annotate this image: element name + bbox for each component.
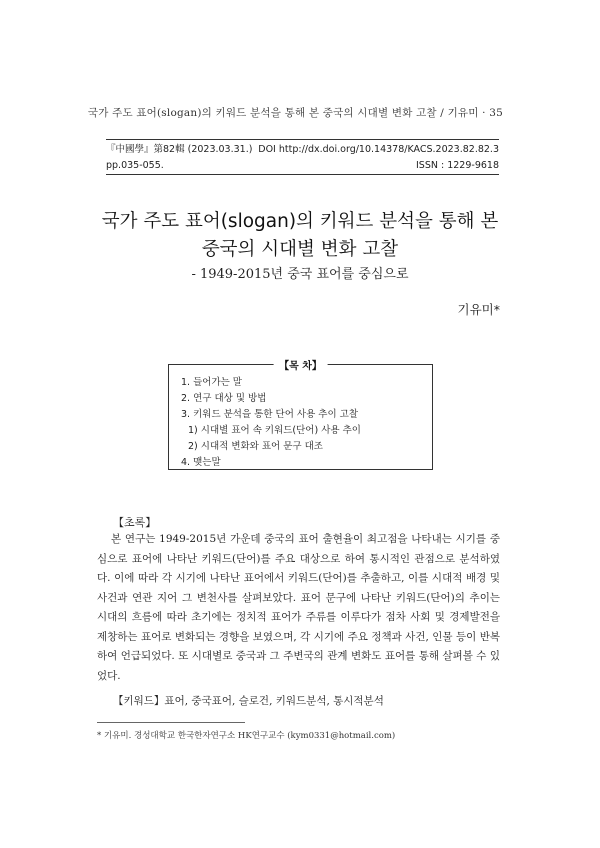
toc-subitem[interactable]: 1) 시대별 표어 속 키워드(단어) 사용 추이 [188,425,361,436]
paper-title: 국가 주도 표어(slogan)의 키워드 분석을 통해 본 [101,211,499,232]
keywords: 【키워드】표어, 중국표어, 슬로건, 키워드분석, 통시적분석 [113,695,384,707]
footnote-divider [97,722,245,723]
toc-item[interactable]: 4. 맺는말 [181,457,221,468]
publication-meta [106,139,499,175]
author-name: 기유미* [457,302,500,317]
abstract-body: 본 연구는 1949-2015년 가운데 중국의 표어 출현율이 최고점을 나타내는 시기를 중심으로 표어에 나타난 키워드(단어)를 주요 대상으로 하여 통시적인 관점으로 분석하였다. 이에 따라 각 시기에 나타난 표어에서 키워드(단어)를 추출하고, 이를 시대적 배경 및 사건과 연관 지어 그 변천사를 살펴보았다. 표어 문구에 나타난 키워드(단어)의 추이는 시대의 흐름에 따라 초기에는 정치적 표어가 주류를 이루다가 점차 사회 및 경제발전을 제창하는 표어로 변화되는 경향을 보였으며, 각 시기에 주요 정책과 사건, 인물 등이 반복하여 언급되었다. 또 시대별로 중국과 그 주변국의 관계 변화도 표어를 통해 살펴볼 수 있었다. [97,533,500,682]
author-footnote: * 기유미. 경성대학교 한국한자연구소 HK연구교수 (kym0331@hotmail.com) [97,731,396,741]
toc-subitem[interactable]: 2) 시대적 변화와 표어 문구 대조 [188,441,323,452]
toc-list [181,375,426,471]
page-range: pp.035-055. [106,160,164,171]
table-of-contents [168,361,433,470]
paper-subtitle: - 1949-2015년 중국 표어를 중심으로 [191,267,409,282]
meta-row [106,158,499,174]
paper-title-line2: 중국의 시대별 변화 고찰 [201,239,399,260]
abstract-label: 【초록】 [113,516,157,529]
toc-heading: 【목 차】 [273,357,328,372]
meta-row [106,142,499,158]
toc-item[interactable]: 2. 연구 대상 및 방법 [181,393,267,404]
toc-item[interactable]: 1. 들어가는 말 [181,377,242,388]
issn: ISSN : 1229-9618 [416,160,499,171]
running-head: 국가 주도 표어(slogan)의 키워드 분석을 통해 본 중국의 시대별 변화 고찰 / 기유미 · 35 [87,107,503,119]
doi-link[interactable]: DOI http://dx.doi.org/10.14378/KACS.2023.82.82.3 [258,144,499,155]
toc-item[interactable]: 3. 키워드 분석을 통한 단어 사용 추이 고찰 [181,409,359,420]
journal-info: 『中國學』第82輯 (2023.03.31.) [106,144,253,155]
